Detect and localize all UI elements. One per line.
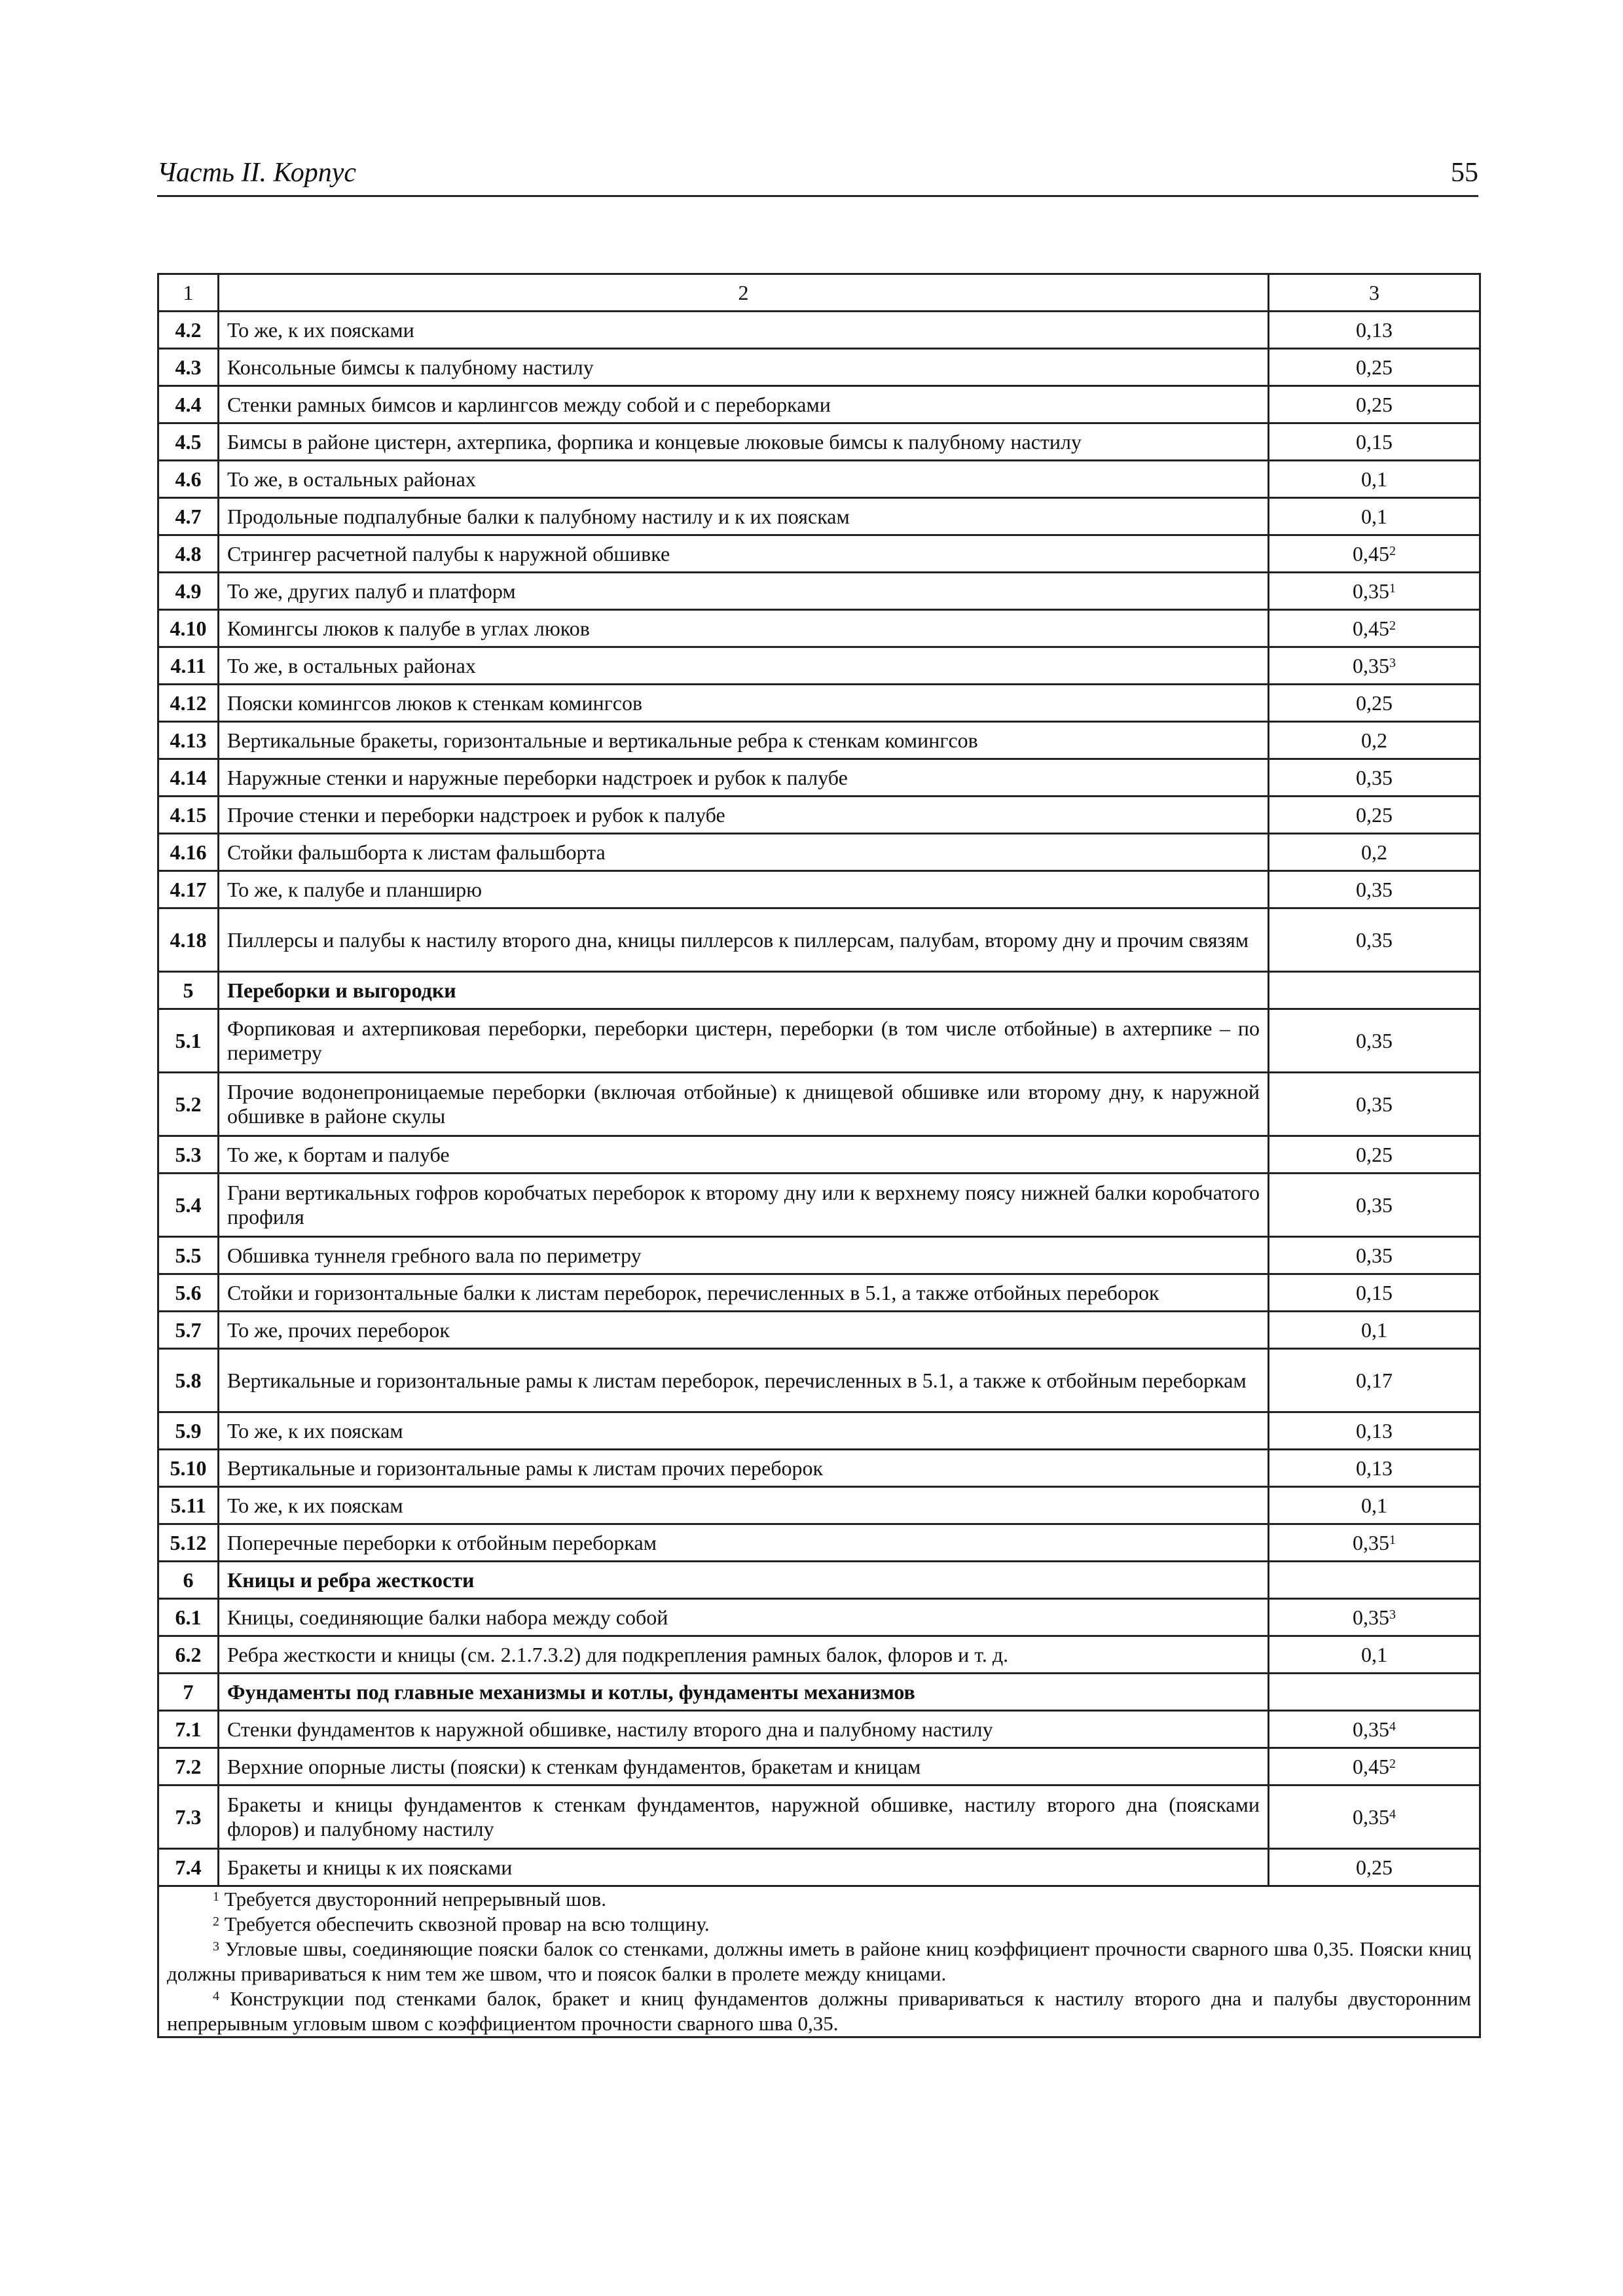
strength-coefficient: 0,45 — [1353, 541, 1389, 565]
item-number: 4.3 — [158, 349, 219, 386]
strength-coefficient: 0,45 — [1353, 1754, 1389, 1778]
item-number: 4.12 — [158, 685, 219, 722]
table-row — [158, 759, 1480, 797]
footnote-mark: 2 — [1389, 618, 1396, 633]
table-row — [158, 1174, 1480, 1237]
item-number: 4.5 — [158, 423, 219, 461]
table-row — [158, 1450, 1480, 1487]
item-number: 5.11 — [158, 1487, 219, 1524]
strength-coefficient: 0,13 — [1356, 317, 1393, 342]
strength-coefficient-cell — [1269, 1136, 1480, 1174]
strength-coefficient-cell — [1269, 908, 1480, 972]
footnote-mark: 4 — [1389, 1806, 1396, 1821]
strength-coefficient-cell — [1269, 759, 1480, 797]
item-number: 5.9 — [158, 1412, 219, 1450]
strength-coefficient-cell — [1269, 1174, 1480, 1237]
item-number: 4.14 — [158, 759, 219, 797]
item-number: 7.1 — [158, 1711, 219, 1748]
strength-coefficient-cell — [1269, 573, 1480, 610]
table-row — [158, 1636, 1480, 1674]
strength-coefficient-cell — [1269, 1349, 1480, 1412]
running-header — [157, 157, 1478, 197]
item-description: То же, к их поясками — [219, 312, 1269, 349]
table-row — [158, 1785, 1480, 1849]
table-row — [158, 1274, 1480, 1312]
strength-coefficient-cell — [1269, 685, 1480, 722]
footnote-mark: 1 — [1389, 581, 1396, 596]
column-header-2: 2 — [219, 274, 1269, 312]
strength-coefficient: 0,35 — [1356, 1243, 1393, 1267]
table-row — [158, 1487, 1480, 1524]
strength-coefficient: 0,13 — [1356, 1418, 1393, 1443]
strength-coefficient-cell — [1269, 1274, 1480, 1312]
item-description: Бимсы в районе цистерн, ахтерпика, форпика и концевые люковые бимсы к палубному настилу — [219, 423, 1269, 461]
item-number: 4.17 — [158, 871, 219, 908]
section-row — [158, 1562, 1480, 1599]
strength-coefficient: 0,25 — [1356, 802, 1393, 827]
section-row — [158, 972, 1480, 1009]
strength-coefficient-cell — [1269, 797, 1480, 834]
table-row — [158, 1073, 1480, 1136]
strength-coefficient: 0,35 — [1353, 1530, 1389, 1554]
item-number: 5.10 — [158, 1450, 219, 1487]
strength-coefficient: 0,35 — [1353, 1717, 1389, 1741]
strength-coefficient-cell — [1269, 312, 1480, 349]
strength-coefficient: 0,1 — [1361, 1318, 1387, 1342]
strength-coefficient: 0,2 — [1361, 728, 1387, 752]
footnote-mark: 3 — [1389, 1607, 1396, 1622]
strength-coefficient: 0,35 — [1356, 877, 1393, 901]
table-row — [158, 1711, 1480, 1748]
item-description: Консольные бимсы к палубному настилу — [219, 349, 1269, 386]
table-row — [158, 834, 1480, 871]
footnote-text: Требуется двусторонний непрерывный шов. — [224, 1888, 606, 1910]
strength-coefficient-cell — [1269, 610, 1480, 647]
table-row — [158, 647, 1480, 685]
footnote-text: Требуется обеспечить сквозной провар на всю толщину. — [224, 1912, 710, 1935]
table-row — [158, 312, 1480, 349]
table-row — [158, 573, 1480, 610]
table-row — [158, 1009, 1480, 1073]
item-description: Пиллерсы и палубы к настилу второго дна, кницы пиллерсов к пиллерсам, палубам, второму дну и прочим связям — [219, 908, 1269, 972]
item-number: 4.13 — [158, 722, 219, 759]
strength-coefficient: 0,25 — [1356, 1142, 1393, 1166]
table-row — [158, 349, 1480, 386]
strength-coefficient-cell — [1269, 1674, 1480, 1711]
strength-coefficient-cell — [1269, 972, 1480, 1009]
item-description: Прочие водонепроницаемые переборки (включая отбойные) к днищевой обшивке или второму дну, к наружной обшивке в районе скулы — [219, 1073, 1269, 1136]
item-number: 5.12 — [158, 1524, 219, 1562]
strength-coefficient: 0,25 — [1356, 355, 1393, 379]
strength-coefficient-cell — [1269, 423, 1480, 461]
table-row — [158, 1524, 1480, 1562]
item-description: Вертикальные и горизонтальные рамы к листам переборок, перечисленных в 5.1, а также к отбойным переборкам — [219, 1349, 1269, 1412]
footnote-text: Конструкции под стенками балок, бракет и книц фундаментов должны привариваться к настилу второго дна и палубы двусторонним непрерывным угловым швом с коэффициентом прочности сварного шва 0,35. — [167, 1987, 1471, 2035]
table-row — [158, 1349, 1480, 1412]
strength-coefficient: 0,25 — [1356, 691, 1393, 715]
strength-coefficient: 0,45 — [1353, 616, 1389, 640]
section-title: Фундаменты под главные механизмы и котлы, фундаменты механизмов — [219, 1674, 1269, 1711]
strength-coefficient-cell — [1269, 1785, 1480, 1849]
strength-coefficient: 0,1 — [1361, 504, 1387, 528]
item-description: То же, в остальных районах — [219, 647, 1269, 685]
footnote-mark: 1 — [213, 1890, 219, 1904]
footnote-mark: 2 — [1389, 1756, 1396, 1771]
item-description: Стойки фальшборта к листам фальшборта — [219, 834, 1269, 871]
table-row — [158, 797, 1480, 834]
item-number: 5.1 — [158, 1009, 219, 1073]
item-description: Стенки фундаментов к наружной обшивке, настилу второго дна и палубному настилу — [219, 1711, 1269, 1748]
strength-coefficient-cell — [1269, 386, 1480, 423]
item-number: 4.16 — [158, 834, 219, 871]
strength-coefficient-cell — [1269, 1412, 1480, 1450]
table-row — [158, 535, 1480, 573]
strength-coefficient: 0,1 — [1361, 467, 1387, 491]
strength-coefficient: 0,35 — [1356, 765, 1393, 789]
table-row — [158, 1412, 1480, 1450]
item-description: Продольные подпалубные балки к палубному настилу и к их пояскам — [219, 498, 1269, 535]
strength-coefficient-cell — [1269, 498, 1480, 535]
item-number: 4.2 — [158, 312, 219, 349]
footnotes-row — [158, 1886, 1480, 2037]
footnote — [167, 1937, 1471, 1986]
item-number: 5.6 — [158, 1274, 219, 1312]
strength-coefficient: 0,1 — [1361, 1642, 1387, 1666]
item-description: То же, в остальных районах — [219, 461, 1269, 498]
table-row — [158, 1237, 1480, 1274]
item-description: Кницы, соединяющие балки набора между собой — [219, 1599, 1269, 1636]
strength-coefficient: 0,25 — [1356, 1855, 1393, 1879]
item-number: 6.2 — [158, 1636, 219, 1674]
strength-coefficient: 0,2 — [1361, 840, 1387, 864]
item-description: Бракеты и кницы к их поясками — [219, 1849, 1269, 1886]
item-number: 7.2 — [158, 1748, 219, 1785]
item-description: То же, к палубе и планширю — [219, 871, 1269, 908]
table-row — [158, 908, 1480, 972]
page-number: 55 — [1451, 158, 1478, 188]
strength-coefficient: 0,1 — [1361, 1493, 1387, 1517]
item-number: 5.5 — [158, 1237, 219, 1274]
item-number: 4.9 — [158, 573, 219, 610]
item-number: 4.7 — [158, 498, 219, 535]
item-description: Наружные стенки и наружные переборки надстроек и рубок к палубе — [219, 759, 1269, 797]
strength-coefficient-cell — [1269, 1636, 1480, 1674]
strength-coefficient-cell — [1269, 1450, 1480, 1487]
item-number: 7.3 — [158, 1785, 219, 1849]
footnote-mark: 2 — [213, 1914, 219, 1929]
footnote-mark: 4 — [1389, 1719, 1396, 1734]
item-number: 6.1 — [158, 1599, 219, 1636]
item-description: Стрингер расчетной палубы к наружной обшивке — [219, 535, 1269, 573]
strength-coefficient-cell — [1269, 349, 1480, 386]
strength-coefficient-cell — [1269, 722, 1480, 759]
item-number: 4.10 — [158, 610, 219, 647]
item-number: 5.2 — [158, 1073, 219, 1136]
strength-coefficient-cell — [1269, 871, 1480, 908]
strength-coefficient-cell — [1269, 1599, 1480, 1636]
item-number: 6 — [158, 1562, 219, 1599]
strength-coefficient-cell — [1269, 1748, 1480, 1785]
section-title: Кницы и ребра жесткости — [219, 1562, 1269, 1599]
item-description: Прочие стенки и переборки надстроек и рубок к палубе — [219, 797, 1269, 834]
strength-coefficient-cell — [1269, 1009, 1480, 1073]
weld-coefficient-table — [157, 273, 1481, 2038]
strength-coefficient: 0,35 — [1353, 579, 1389, 603]
footnote — [167, 1986, 1471, 2036]
strength-coefficient-cell — [1269, 535, 1480, 573]
section-title: Переборки и выгородки — [219, 972, 1269, 1009]
section-row — [158, 1674, 1480, 1711]
table-row — [158, 1748, 1480, 1785]
item-description: То же, прочих переборок — [219, 1312, 1269, 1349]
footnote-mark: 3 — [1389, 655, 1396, 670]
item-number: 5.4 — [158, 1174, 219, 1237]
strength-coefficient-cell — [1269, 1237, 1480, 1274]
item-description: Стойки и горизонтальные балки к листам переборок, перечисленных в 5.1, а также отбойных переборок — [219, 1274, 1269, 1312]
item-description: Пояски комингсов люков к стенкам комингсов — [219, 685, 1269, 722]
strength-coefficient-cell — [1269, 1711, 1480, 1748]
table-row — [158, 498, 1480, 535]
table-row — [158, 461, 1480, 498]
table-header-row — [158, 274, 1480, 312]
table-row — [158, 610, 1480, 647]
table-row — [158, 1312, 1480, 1349]
strength-coefficient-cell — [1269, 1524, 1480, 1562]
item-description: Верхние опорные листы (пояски) к стенкам фундаментов, бракетам и кницам — [219, 1748, 1269, 1785]
footnote-mark: 4 — [213, 1989, 219, 2003]
table-body — [158, 274, 1480, 1886]
table-row — [158, 1599, 1480, 1636]
strength-coefficient: 0,15 — [1356, 429, 1393, 454]
strength-coefficient-cell — [1269, 1487, 1480, 1524]
table-row — [158, 722, 1480, 759]
item-description: Ребра жесткости и кницы (см. 2.1.7.3.2) для подкрепления рамных балок, флоров и т. д. — [219, 1636, 1269, 1674]
item-number: 7 — [158, 1674, 219, 1711]
footnotes — [158, 1886, 1480, 2037]
strength-coefficient: 0,13 — [1356, 1456, 1393, 1480]
strength-coefficient: 0,35 — [1353, 1605, 1389, 1629]
item-description: Комингсы люков к палубе в углах люков — [219, 610, 1269, 647]
strength-coefficient-cell — [1269, 1562, 1480, 1599]
item-number: 4.8 — [158, 535, 219, 573]
item-description: То же, к их пояскам — [219, 1487, 1269, 1524]
item-number: 5.3 — [158, 1136, 219, 1174]
footnote — [167, 1912, 1471, 1937]
item-number: 5.7 — [158, 1312, 219, 1349]
table-row — [158, 386, 1480, 423]
item-number: 4.6 — [158, 461, 219, 498]
footnote-mark: 1 — [1389, 1532, 1396, 1547]
strength-coefficient-cell — [1269, 647, 1480, 685]
item-number: 4.18 — [158, 908, 219, 972]
strength-coefficient-cell — [1269, 461, 1480, 498]
strength-coefficient: 0,35 — [1356, 1092, 1393, 1116]
item-number: 5 — [158, 972, 219, 1009]
table-row — [158, 685, 1480, 722]
strength-coefficient: 0,35 — [1356, 927, 1393, 952]
item-description: Вертикальные бракеты, горизонтальные и вертикальные ребра к стенкам комингсов — [219, 722, 1269, 759]
footnote-text: Угловые швы, соединяющие пояски балок со стенками, должны иметь в районе книц коэффициент прочности сварного шва 0,35. Пояски книц должны привариваться к ним тем же швом, что и поясок балки в пролете между кницами. — [167, 1937, 1472, 1985]
footnote — [167, 1887, 1471, 1912]
strength-coefficient-cell — [1269, 1073, 1480, 1136]
item-description: Обшивка туннеля гребного вала по периметру — [219, 1237, 1269, 1274]
footnote-mark: 2 — [1389, 543, 1396, 558]
table-row — [158, 423, 1480, 461]
item-description: Вертикальные и горизонтальные рамы к листам прочих переборок — [219, 1450, 1269, 1487]
item-description: Грани вертикальных гофров коробчатых переборок к второму дну или к верхнему поясу нижней балки коробчатого профиля — [219, 1174, 1269, 1237]
item-description: То же, других палуб и платформ — [219, 573, 1269, 610]
item-description: Форпиковая и ахтерпиковая переборки, переборки цистерн, переборки (в том числе отбойные) в ахтерпике – по периметру — [219, 1009, 1269, 1073]
column-header-1: 1 — [158, 274, 219, 312]
item-description: Поперечные переборки к отбойным переборкам — [219, 1524, 1269, 1562]
footnote-mark: 3 — [213, 1939, 219, 1954]
table-row — [158, 1849, 1480, 1886]
item-number: 4.15 — [158, 797, 219, 834]
item-description: То же, к бортам и палубе — [219, 1136, 1269, 1174]
item-number: 4.11 — [158, 647, 219, 685]
item-description: Стенки рамных бимсов и карлингсов между собой и с переборками — [219, 386, 1269, 423]
item-description: То же, к их пояскам — [219, 1412, 1269, 1450]
header-title: Часть II. Корпус — [157, 158, 357, 188]
strength-coefficient: 0,25 — [1356, 392, 1393, 416]
strength-coefficient-cell — [1269, 834, 1480, 871]
strength-coefficient: 0,35 — [1353, 1804, 1389, 1829]
strength-coefficient-cell — [1269, 1849, 1480, 1886]
item-number: 4.4 — [158, 386, 219, 423]
table-row — [158, 1136, 1480, 1174]
item-description: Бракеты и кницы фундаментов к стенкам фундаментов, наружной обшивке, настилу второго дна (поясками флоров) и палубному настилу — [219, 1785, 1269, 1849]
column-header-3: 3 — [1269, 274, 1480, 312]
strength-coefficient: 0,15 — [1356, 1280, 1393, 1304]
item-number: 5.8 — [158, 1349, 219, 1412]
strength-coefficient: 0,17 — [1356, 1368, 1393, 1392]
strength-coefficient-cell — [1269, 1312, 1480, 1349]
strength-coefficient: 0,35 — [1356, 1028, 1393, 1052]
item-number: 7.4 — [158, 1849, 219, 1886]
strength-coefficient: 0,35 — [1353, 653, 1389, 677]
table-row — [158, 871, 1480, 908]
strength-coefficient: 0,35 — [1356, 1193, 1393, 1217]
